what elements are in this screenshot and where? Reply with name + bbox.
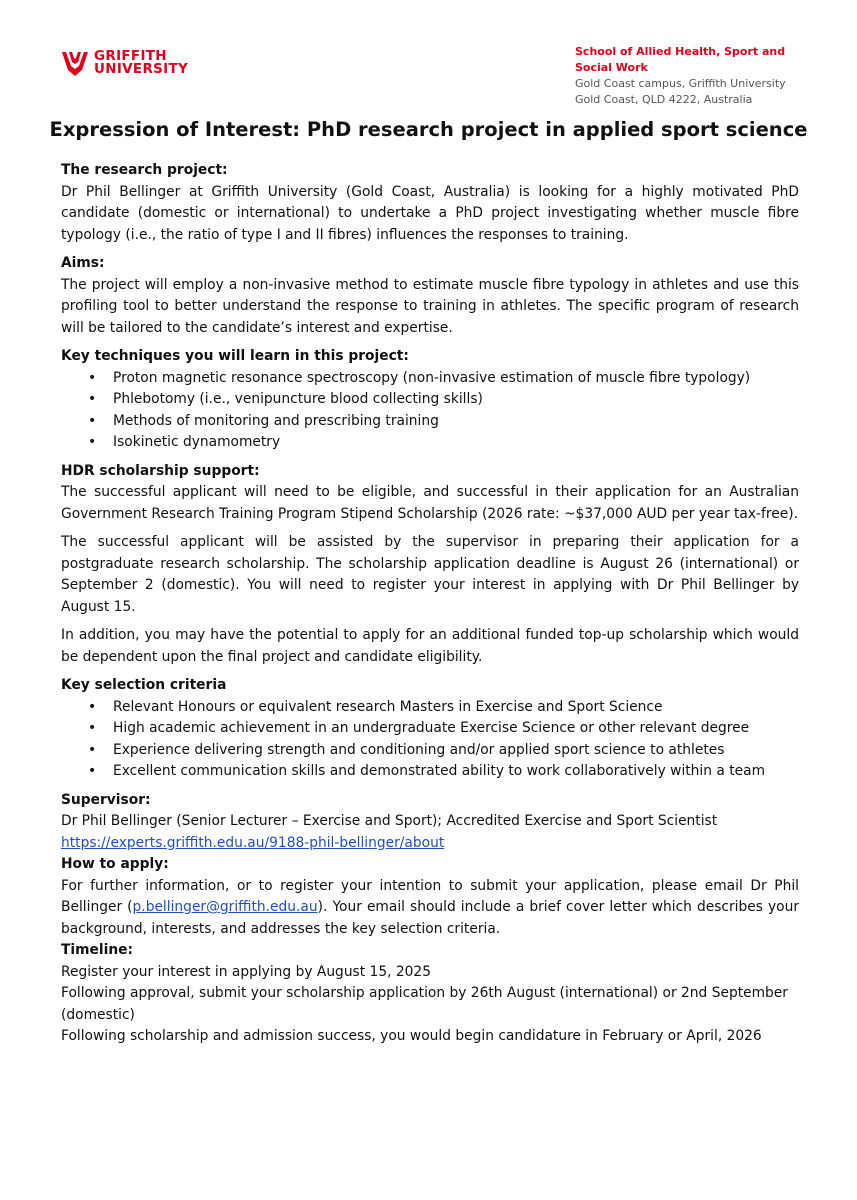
document-title: Expression of Interest: PhD research project in applied sport science (49, 118, 808, 141)
griffith-logo-icon (60, 48, 90, 78)
criteria-list (61, 697, 799, 783)
scholarship-heading: HDR scholarship support: (61, 462, 260, 479)
techniques-heading: Key techniques you will learn in this project: (61, 348, 409, 364)
research-project-heading: The research project: (61, 162, 228, 178)
research-project-text: Dr Phil Bellinger at Griffith University (Gold Coast, Australia) is looking for a highly motivated PhD candidate (domestic or international) to undertake a PhD project investigating whether muscle fibre typology (i.e., the ratio of type I and II fibres) influences the responses to training. (61, 183, 799, 243)
griffith-logo (60, 48, 188, 78)
list-item: • Experience delivering strength and conditioning and/or applied sport science to athletes (113, 740, 799, 762)
school-name: School of Allied Health, Sport and Social Work (575, 45, 786, 74)
supervisor-text: Dr Phil Bellinger (Senior Lecturer – Exercise and Sport); Accredited Exercise and Sport Scientist (61, 813, 718, 829)
aims-text: The project will employ a non-invasive method to estimate muscle fibre typology in athletes and use this profiling tool to better understand the response to training in athletes. The specific program of research will be tailored to the candidate’s interest and expertise. (61, 276, 799, 336)
supervisor-profile-link[interactable]: https://experts.griffith.edu.au/9188-phil-bellinger/about (61, 834, 445, 851)
timeline-heading: Timeline: (61, 942, 134, 958)
criteria-heading: Key selection criteria (61, 677, 227, 693)
scholarship-paragraph-2: The successful applicant will be assisted by the supervisor in preparing their application for a postgraduate research scholarship. The scholarship application deadline is August 26 (international) or September 2 (domestic). You will need to register your interest in applying with Dr Phil Bellinger by August 15. (61, 534, 799, 615)
apply-heading: How to apply: (61, 856, 169, 872)
list-item: • Methods of monitoring and prescribing training (113, 411, 799, 433)
email-link[interactable]: p.bellinger@griffith.edu.au (132, 899, 318, 915)
logo-line-university: UNIVERSITY (94, 61, 189, 77)
aims-heading: Aims: (61, 255, 105, 271)
school-address-block (575, 44, 825, 108)
supervisor-heading: Supervisor: (61, 791, 151, 808)
document-body (61, 160, 799, 1048)
list-item: • Excellent communication skills and demonstrated ability to work collaboratively within a team (113, 761, 799, 783)
campus-line: Gold Coast campus, Griffith University (575, 77, 786, 90)
logo-line-griffith: GRIFFITH (94, 48, 167, 64)
scholarship-paragraph-1: The successful applicant will need to be eligible, and successful in their application for an Australian Government Research Training Program Stipend Scholarship (2026 rate: ~$37,000 AUD per year tax-free). (61, 484, 799, 522)
timeline-item: Register your interest in applying by August 15, 2025 (61, 963, 431, 980)
scholarship-paragraph-3: In addition, you may have the potential to apply for an additional funded top-up scholarship which would be dependent upon the final project and candidate eligibility. (61, 627, 799, 665)
list-item: • Isokinetic dynamometry (113, 432, 799, 454)
page-header (0, 0, 857, 110)
apply-text: For further information, or to register your intention to submit your application, please email Dr Phil Bellinger (p.bellinger@griffith.edu.au). Your email should include a brief cover letter which describes your background, interests, and addresses the key selection criteria. (61, 877, 799, 937)
timeline-item: Following scholarship and admission success, you would begin candidature in February or April, 2026 (61, 1028, 762, 1044)
techniques-list (61, 368, 799, 454)
list-item: • High academic achievement in an undergraduate Exercise Science or other relevant degree (113, 718, 799, 740)
timeline-item: Following approval, submit your scholarship application by 26th August (international) or 2nd September (domestic) (61, 985, 788, 1023)
address-line: Gold Coast, QLD 4222, Australia (575, 93, 753, 106)
list-item: • Proton magnetic resonance spectroscopy (non-invasive estimation of muscle fibre typology) (113, 368, 799, 390)
list-item: • Relevant Honours or equivalent research Masters in Exercise and Sport Science (113, 697, 799, 719)
list-item: • Phlebotomy (i.e., venipuncture blood collecting skills) (113, 389, 799, 411)
